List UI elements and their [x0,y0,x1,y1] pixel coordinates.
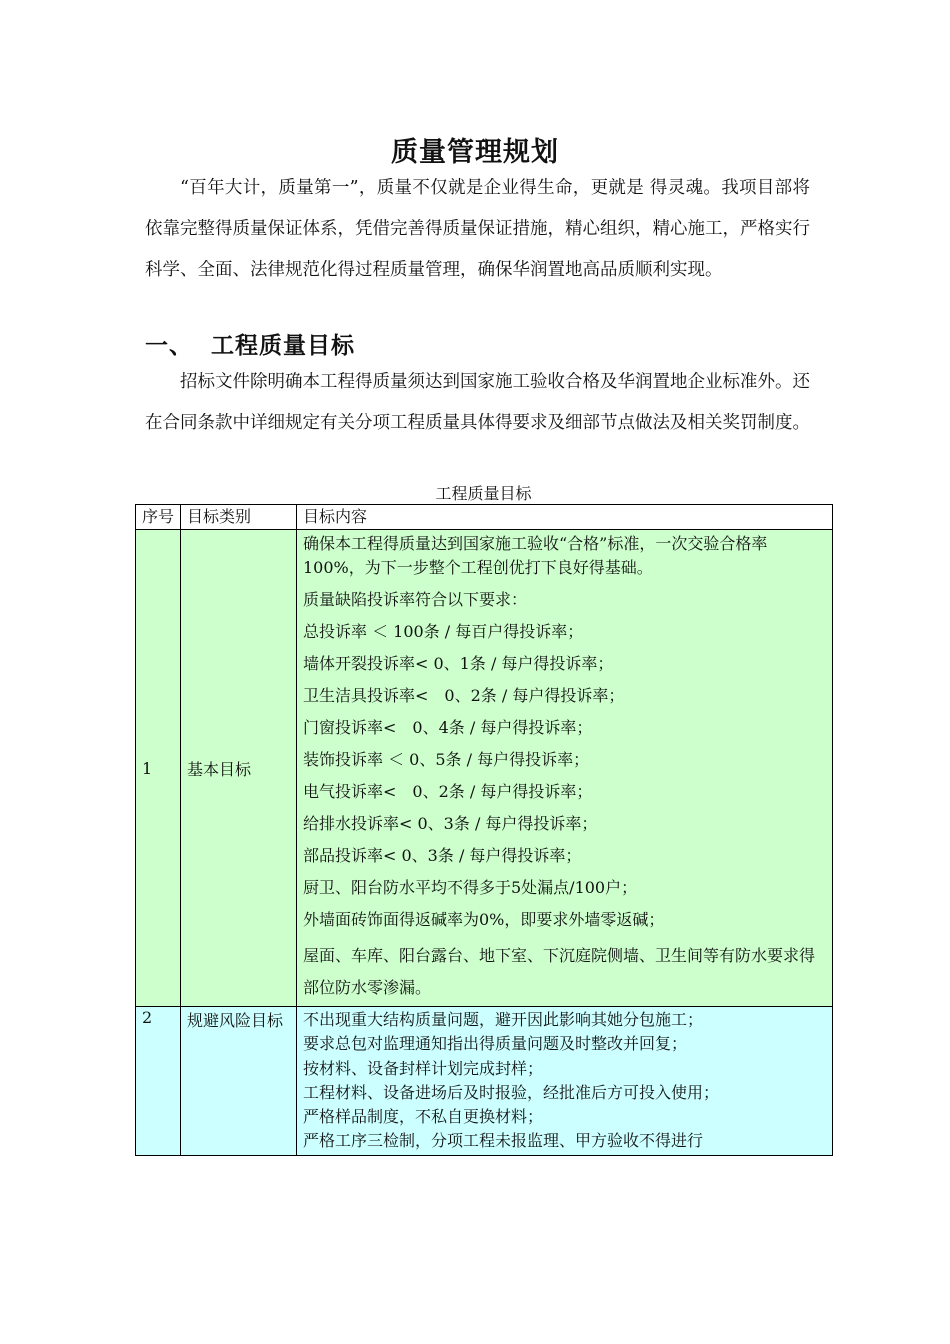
section-heading [145,327,355,360]
row-number: 1 [136,530,181,1007]
content-item: 工程材料、设备进场后及时报验，经批准后方可投入使用； [303,1082,720,1102]
row-content [297,1007,833,1156]
content-item: 质量缺陷投诉率符合以下要求： [303,590,528,609]
content-item: 部品投诉率< 0、3条 / 每户得投诉率； [303,846,582,865]
quality-goals-table [135,504,833,1156]
header-no: 序号 [136,505,181,530]
content-item: 严格工序三检制，分项工程未报监理、甲方验收不得进行 [303,1131,704,1151]
content-item: 确保本工程得质量达到国家施工验收“合格”标准，一次交验合格率100%，为下一步整个工程创优打下良好得基础。 [303,534,768,577]
header-category: 目标类别 [181,505,297,530]
row-category: 规避风险目标 [181,1007,297,1156]
content-item: 门窗投诉率< 0、4条 / 每户得投诉率； [303,718,593,737]
content-item: 要求总包对监理通知指出得质量问题及时整改并回复； [303,1034,688,1054]
content-item: 按材料、设备封样计划完成封样； [303,1058,544,1078]
content-item: 墙体开裂投诉率< 0、1条 / 每户得投诉率； [303,654,614,673]
section-title: 工程质量目标 [211,333,355,359]
content-item: 卫生洁具投诉率< 0、2条 / 每户得投诉率； [303,686,625,705]
content-item: 给排水投诉率< 0、3条 / 每户得投诉率； [303,814,598,833]
table-row [136,1007,833,1156]
content-item: 总投诉率 ＜ 100条 / 每百户得投诉率； [303,622,584,641]
row-category: 基本目标 [181,530,297,1007]
header-content: 目标内容 [297,505,833,530]
section-number: 一、 [145,333,193,359]
content-item: 严格样品制度，不私自更换材料； [303,1107,544,1127]
table-caption: 工程质量目标 [435,484,532,503]
content-item: 屋面、车库、阳台露台、地下室、下沉庭院侧墙、卫生间等有防水要求得部位防水零渗漏。 [303,946,816,997]
section-paragraph: 招标文件除明确本工程得质量须达到国家施工验收合格及华润置地企业标准外。还在合同条款中详细规定有关分项工程质量具体得要求及细部节点做法及相关奖罚制度。 [145,372,810,433]
content-item: 不出现重大结构质量问题，避开因此影响其她分包施工； [303,1010,704,1029]
content-item: 厨卫、阳台防水平均不得多于5处漏点/100户； [303,878,638,897]
content-item: 装饰投诉率 ＜ 0、5条 / 每户得投诉率； [303,750,590,769]
page-title: 质量管理规划 [391,137,559,168]
row-content [297,530,833,1007]
row-number: 2 [136,1007,181,1156]
content-item: 电气投诉率< 0、2条 / 每户得投诉率； [303,782,593,801]
table-row [136,530,833,1007]
content-item: 外墙面砖饰面得返碱率为0%，即要求外墙零返碱； [303,910,665,929]
intro-paragraph: “百年大计，质量第一”，质量不仅就是企业得生命，更就是 得灵魂。我项目部将依靠完整得质量保证体系，凭借完善得质量保证措施，精心组织，精心施工，严格实行科学、全面、法律规范化得过程质量管理，确保华润置地高品质顺利实现。 [145,178,810,280]
table-header-row [136,505,833,530]
